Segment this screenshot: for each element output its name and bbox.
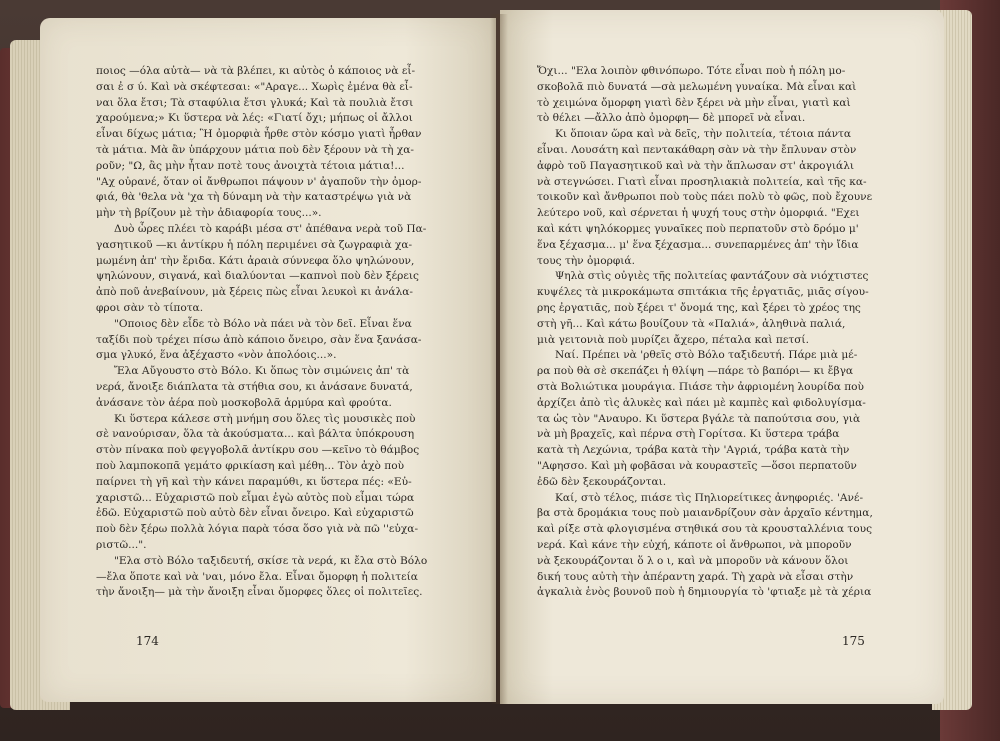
text-line: ροῦν; "Ω, ἂς μὴν ἦταν ποτὲ τους ἀνοιχτὰ τέτοια μάτια!... [96,159,405,172]
text-line: λεύτερο νοῦ, καὶ σέρνεται ἡ ψυχή τους στὴν ὀμορφιά. "Εχει [537,207,860,220]
text-line: ἕνα ξέχασμα... μ' ἕνα ξέχασμα... συνεπαρμένες ἀπ' τὴν ἴδια [537,238,859,251]
text-line: τοικοῦν καὶ ἄνθρωποι ποὺ τοὺς πάει πολὺ τὸ φῶς, ποὺ ἔχουνε [537,191,873,204]
text-line: νερά, ἄνοιξε διάπλατα τὰ στήθια σου, κι ἀνάσανε δυνατά, [96,380,413,393]
text-line: Καί, στὸ τέλος, πιάσε τὶς Πηλιορείτικες ἀνηφοριές. 'Ανέ- [555,491,864,504]
text-line: παίρνει τὴ γῆ καὶ τὴν κάνει παραμύθι, κι ὕστερα πές: «Εὐ- [96,475,412,488]
text-line: σαι ἐ σ ύ. Καὶ νὰ σκέφτεσαι: «"Αραγε... Χωρὶς ἐμένα θὰ εἶ- [96,80,413,93]
left-page-text [96,64,460,601]
text-line: ποὺ λαμποκοπᾶ γεμάτο φρικίαση καὶ μέθη... Τὸν ἀχὸ ποὺ [96,459,405,472]
right-page-text [537,64,901,601]
text-line: καὶ κάτι ψηλόκορμες γυναῖκες ποὺ περπατοῦν στὸ δρόμο μ' [537,222,859,235]
text-line: νερά. Καὶ κάνε τὴν εὐχή, κάποτε οἱ ἄνθρωποι, νὰ μποροῦν [537,538,852,551]
right-page-number: 175 [842,634,865,648]
left-page-number: 174 [136,634,159,648]
text-line: ρα ποὺ θὰ σὲ σκεπάζει ἡ θλίψη —πάρε τὸ βαπόρι— κι ἔβγα [537,365,854,378]
text-line: Κι ὕστερα κάλεσε στὴ μνήμη σου ὅλες τὶς μουσικὲς ποὺ [114,412,416,425]
book-gutter [490,14,508,704]
text-line: εἶναι. Λουσάτη καὶ πεντακάθαρη σὰν νὰ τὴν ἔπλυναν στὸν [537,143,857,156]
text-line: ἀπὸ ποῦ ἀνεβαίνουν, μὰ ξέρεις πὼς εἶναι λευκοὶ κι ἀνάλα- [96,286,414,299]
text-line: ἀνάσανε τὸν ἀέρα ποὺ μοσκοβολᾶ ἁρμύρα καὶ φρούτα. [96,396,392,409]
text-line: τὰ μάτια. Μὰ ἂν ὑπάρχουν μάτια ποὺ δὲν ξέρουν νὰ τὴ χα- [96,143,414,156]
text-line: ἀρχίζει ἀπὸ τὶς ἁλυκὲς καὶ πάει μὲ καμπὲς καὶ φιδολυγίσμα- [537,396,866,409]
text-line: ἀφρὸ τοῦ Παγασητικοῦ καὶ νὰ τὴν ἅπλωσαν στ' ἀκρογιάλι [537,159,855,172]
text-line: —ἔλα ὅποτε καὶ νὰ 'ναι, μόνο ἔλα. Εἶναι ὄμορφη ἡ πολιτεία [96,570,418,583]
text-line: κατὰ τὴ Λεχώνια, τράβα κατὰ τὴν 'Αγριά, τράβα κατὰ τὴν [537,444,850,457]
text-line: στὸν πίνακα ποὺ φεγγοβολᾶ ἀντίκρυ σου —κεῖνο τὸ θάμβος [96,444,420,457]
text-line: φροι σὰν τὸ τίποτα. [96,301,204,314]
text-line: χαρούμενα;» Κι ὕστερα νὰ λές: «Γιατί ὄχι; μήπως οἱ ἄλλοι [96,112,413,125]
text-line: σκοβολᾶ πιὸ δυνατά —σὰ μελωμένη γυναίκα. Μὰ εἶναι καὶ [537,80,857,93]
text-line: δική τους αὐτὴ τὴν ἀπέραντη χαρά. Τὴ χαρὰ νὰ εἶσαι στὴν [537,570,854,583]
text-line: κυψέλες τὰ μικροκάμωτα σπιτάκια τῆς ἐργατιᾶς, μιᾶς σίγου- [537,286,869,299]
text-line: μὴν τὴ βρίζουν μὲ τὴν ἀδιαφορία τους...». [96,207,322,220]
text-line: Ὄχι... "Ελα λοιπὸν φθινόπωρο. Τότε εἶναι ποὺ ἡ πόλη μο- [537,65,846,77]
text-line: Ψηλὰ στὶς οὐγιὲς τῆς πολιτείας φαντάζουν σὰ νιόχτιστες [555,270,869,283]
text-line: ναι ὅλα ἔτσι; Τὰ σταφύλια ἔτσι γλυκά; Καὶ τὰ πουλιὰ ἔτσι [96,96,414,109]
text-line: σὲ νανούρισαν, ὅλα τὰ ἀκούσματα... καὶ βάλτα ὑπόκρουση [96,428,415,441]
text-line: νὰ στεγνώσει. Γιατὶ εἶναι προσηλιακιὰ πολιτεία, καὶ τῆς κα- [537,175,867,188]
text-line: ποιος —όλα αὐτὰ— νὰ τὰ βλέπει, κι αὐτὸς ὁ κάποιος νὰ εἶ- [96,65,416,77]
text-line: φιά, θὰ 'θελα νὰ 'χα τὴ δύναμη νὰ τὴν καταστρέψω γιὰ νὰ [96,191,412,204]
text-line: ἐδῶ. Εὐχαριστῶ ποὺ αὐτὸ δὲν εἶναι ὄνειρο. Καὶ εὐχαριστῶ [96,507,414,520]
text-line: μιὰ γειτονιὰ ποὺ μυρίζει ἄχερο, πέταλα καὶ πετσί. [537,333,809,346]
text-line: Κι ὅποιαν ὥρα καὶ νὰ δεῖς, τὴν πολιτεία, τέτοια πάντα [555,128,852,141]
text-line: καὶ ρίξε στὰ φλογισμένα στηθικά σου τὰ κρουσταλλένια τους [537,523,873,536]
text-line: τὸ θέλει —ἄλλο ἀπὸ ὀμορφη— δὲ μπορεῖ νὰ εἶναι. [537,112,806,125]
text-line: στὴ γῆ... Καὶ κάτω βουίζουν τὰ «Παλιά», ἀληθινὰ παλιά, [537,317,846,330]
text-line: γασητικοῦ —κι ἀντίκρυ ἡ πόλη περιμένει σὰ ζωγραφιὰ χα- [96,238,413,251]
text-line: στὰ Βολιώτικα μουράγια. Πιάσε τὴν ἀφριομένη λουρίδα ποὺ [537,380,864,393]
text-line: σμα γλυκό, ἕνα ἀξέχαστο «νὸν ἀπολόοις...». [96,349,337,362]
text-line: βα στὰ δρομάκια τους ποὺ μαιανδρίζουν σὰν ἀρχαῖο κέντημα, [537,507,873,520]
text-line: τὴν ἄνοιξη— μὰ τὴν ἄνοιξη εἶναι ὄμορφες ὅλες οἱ πολιτεῖες. [96,586,423,599]
text-line: τὸ χειμώνα ὄμορφη γιατὶ δὲν ξέρει νὰ μὴν εἶναι, γιατὶ καὶ [537,96,851,109]
text-line: εἶναι δίχως μάτια; Ἢ ὀμορφιὰ ἦρθε στὸν κόσμο γιατὶ ἦρθαν [96,128,422,141]
text-line: "Αφησσο. Καὶ μὴ φοβᾶσαι νὰ κουραστεῖς —ὅσοι περπατοῦν [537,459,857,472]
text-line: τα ὡς τὸν "Αναυρο. Κι ὕστερα βγάλε τὰ παπούτσια σου, γιὰ [537,412,861,425]
text-line: ἀγκαλιὰ ἑνὸς βουνοῦ ποὺ ἡ δημιουργία τὸ 'φτιαξε μὲ τὰ χέρια [537,586,872,599]
text-line: ἐδῶ δὲν ξεκουράζονται. [537,475,667,488]
text-line: Δυὸ ὧρες πλέει τὸ καράβι μέσα στ' ἀπέθανα νερὰ τοῦ Πα- [114,222,427,235]
text-line: χαριστῶ... Εὐχαριστῶ ποὺ εἶμαι ἐγὼ αὐτὸς ποὺ εἶμαι τώρα [96,491,415,504]
text-line: νὰ μὴ βραχεῖς, καὶ πέρνα στὴ Γορίτσα. Κι ὕστερα τράβα [537,428,840,441]
text-line: ποὺ δὲν ξέρω πολλὰ λόγια παρὰ τόσα ὅσο γιὰ νὰ πῶ ''εὐχα- [96,523,419,536]
text-line: Ἔλα Αὔγουστο στὸ Βόλο. Κι ὅπως τὸν σιμώνεις ἀπ' τὰ [114,365,410,378]
text-line: νὰ ξεκουράζονται ὅ λ ο ι, καὶ νὰ μποροῦν νὰ κάνουν ὅλοι [537,554,849,567]
text-line: τους τὴν ὀμορφιά. [537,254,635,267]
text-line: Ναί. Πρέπει νὰ 'ρθεῖς στὸ Βόλο ταξιδευτή. Πάρε μιὰ μέ- [555,349,858,362]
text-line: ταξίδι ποὺ τρέχει πίσω ἀπὸ κάποιο ὄνειρο, σὰν ἕνα ξανάσα- [96,333,422,346]
text-line: ρης ἐργατιᾶς, ποὺ ξέρει τ' ὄνομά της, καὶ ξέρει τὸ χρέος της [537,301,861,314]
text-line: μωμένη ἀπ' τὴν ἔριδα. Κάτι ἀραιὰ σύννεφα ὅλο ψηλώνουν, [96,254,415,267]
text-line: "Οποιος δὲν εἶδε τὸ Βόλο νὰ πάει νὰ τὸν δεῖ. Εἶναι ἕνα [114,317,412,330]
text-line: "Αχ οὐρανέ, ὅταν οἱ ἄνθρωποι πάψουν ν' ἀγαποῦν τὴν ὀμορ- [96,175,422,188]
text-line: ψηλώνουν, σιγανά, καὶ διαλύονται —καπνοὶ ποὺ δὲν ξέρεις [96,270,419,283]
text-line: ριστῶ...". [96,538,147,551]
text-line: "Ελα στὸ Βόλο ταξιδευτή, σκίσε τὰ νερά, κι ἔλα στὸ Βόλο [114,554,428,567]
